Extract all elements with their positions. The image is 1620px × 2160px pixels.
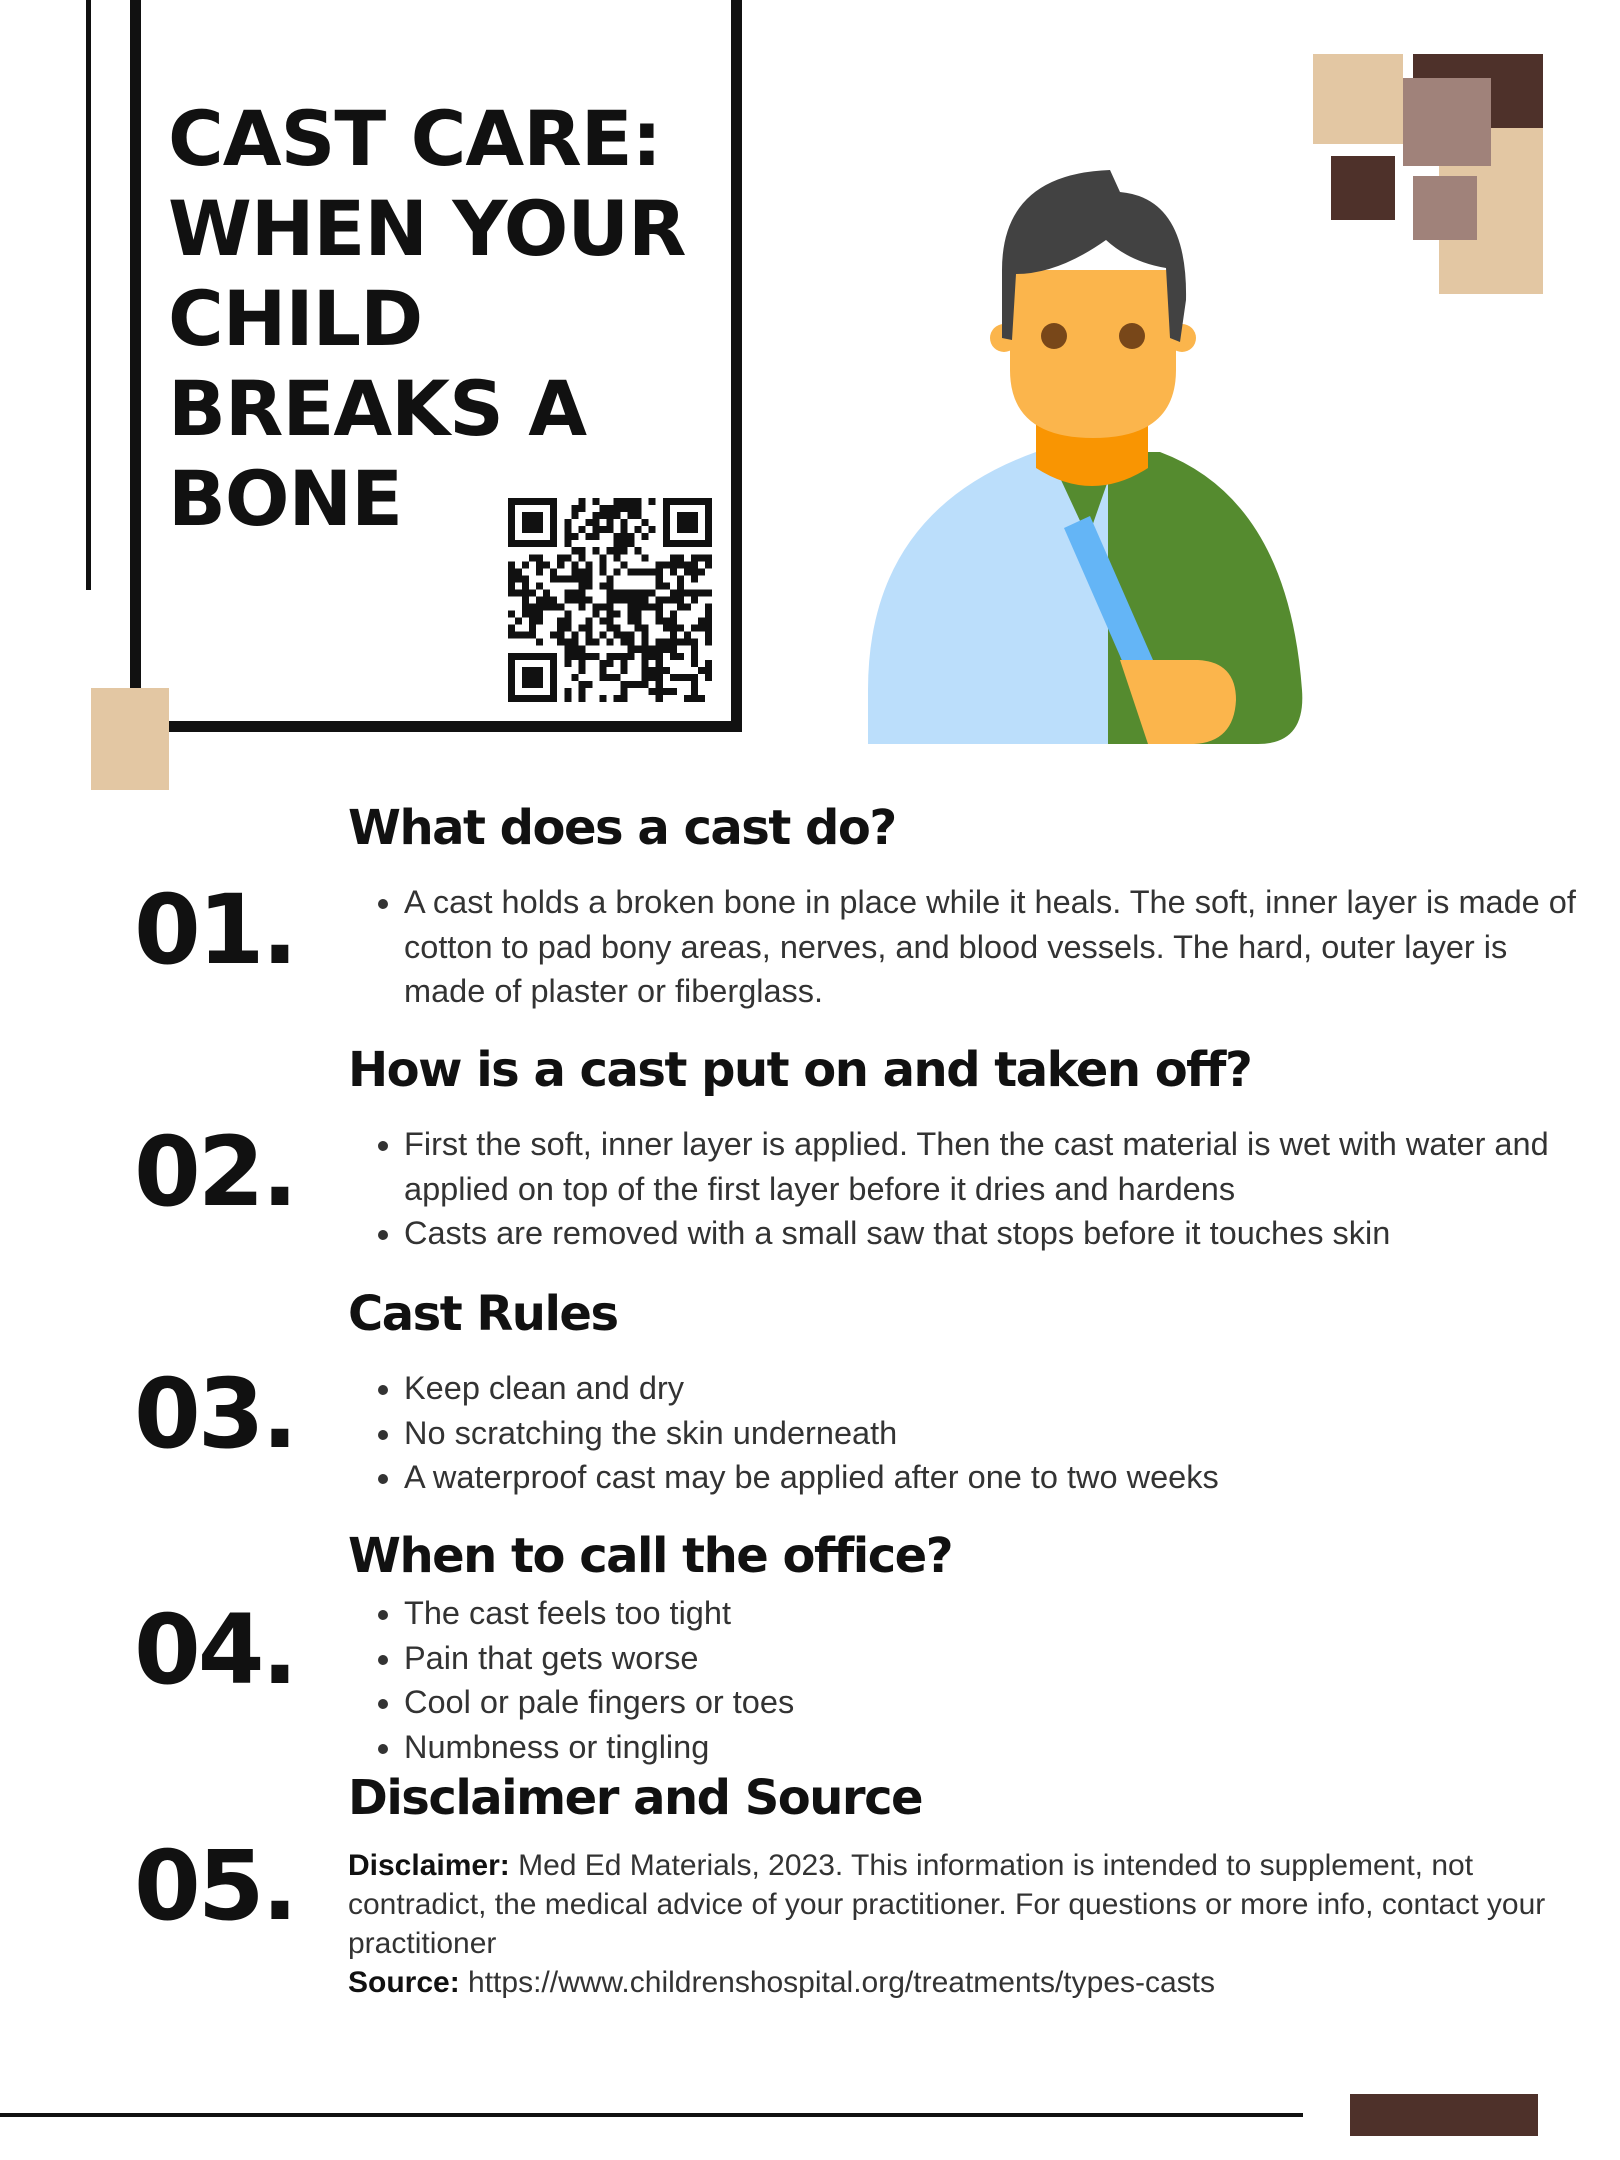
disclaimer-label: Disclaimer: [348,1849,510,1882]
list-item: • Cool or pale fingers or toes [404,1680,1584,1725]
decorative-squares [1313,54,1543,294]
decorative-square [1413,176,1477,240]
disclaimer-text: Med Ed Materials, 2023. This information is intended to supplement, not contradict, the medical advice of your practitioner. For questions or more info, contact your practitioner [348,1849,1546,1960]
footer-decorative-block [1350,2094,1538,2136]
decorative-square [1331,156,1395,220]
section-number: 05. [134,1830,296,1942]
section-heading: When to call the office? [348,1528,953,1584]
decorative-beige-square [91,688,169,790]
decorative-square [1403,78,1491,166]
source-link[interactable]: https://www.childrenshospital.org/treatments/types-casts [459,1966,1216,1999]
source-label: Source: [348,1966,460,1999]
decorative-vertical-line [86,0,91,590]
source-paragraph [348,1963,1568,2002]
section-heading: Cast Rules [348,1286,618,1342]
qr-code-icon[interactable] [508,498,712,702]
section-number: 04. [134,1594,296,1706]
list-item: • Pain that gets worse [404,1636,1584,1681]
bullet-list [370,1366,1584,1500]
section-number: 01. [134,874,296,986]
section-number: 03. [134,1358,296,1470]
section-heading: What does a cast do? [348,800,896,856]
list-item: • Keep clean and dry [404,1366,1584,1411]
list-item: • The cast feels too tight [404,1591,1584,1636]
list-item: • No scratching the skin underneath [404,1411,1584,1456]
person-with-arm-sling-icon [868,170,1308,744]
list-item: • Casts are removed with a small saw that stops before it touches skin [404,1211,1584,1256]
section-number: 02. [134,1116,296,1228]
list-item: • A waterproof cast may be applied after one to two weeks [404,1455,1584,1500]
list-item: • A cast holds a broken bone in place while it heals. The soft, inner layer is made of cotton to pad bony areas, nerves, and blood vessels. The hard, outer layer is made of plaster or fiberglass. [404,880,1584,1014]
decorative-square [1313,54,1403,144]
bullet-list [370,1591,1584,1769]
list-item: • First the soft, inner layer is applied. Then the cast material is wet with water and applied on top of the first layer before it dries and hardens [404,1122,1584,1211]
disclaimer-paragraph [348,1846,1568,1963]
bullet-list [370,1122,1584,1256]
list-item: • Numbness or tingling [404,1725,1584,1770]
page-title: CAST CARE: WHEN YOUR CHILD BREAKS A BONE [168,94,686,543]
section-heading: Disclaimer and Source [348,1770,923,1826]
footer-divider [0,2113,1303,2117]
section-heading: How is a cast put on and taken off? [348,1042,1252,1098]
bullet-list [370,880,1584,1014]
disclaimer-block [348,1846,1568,2002]
